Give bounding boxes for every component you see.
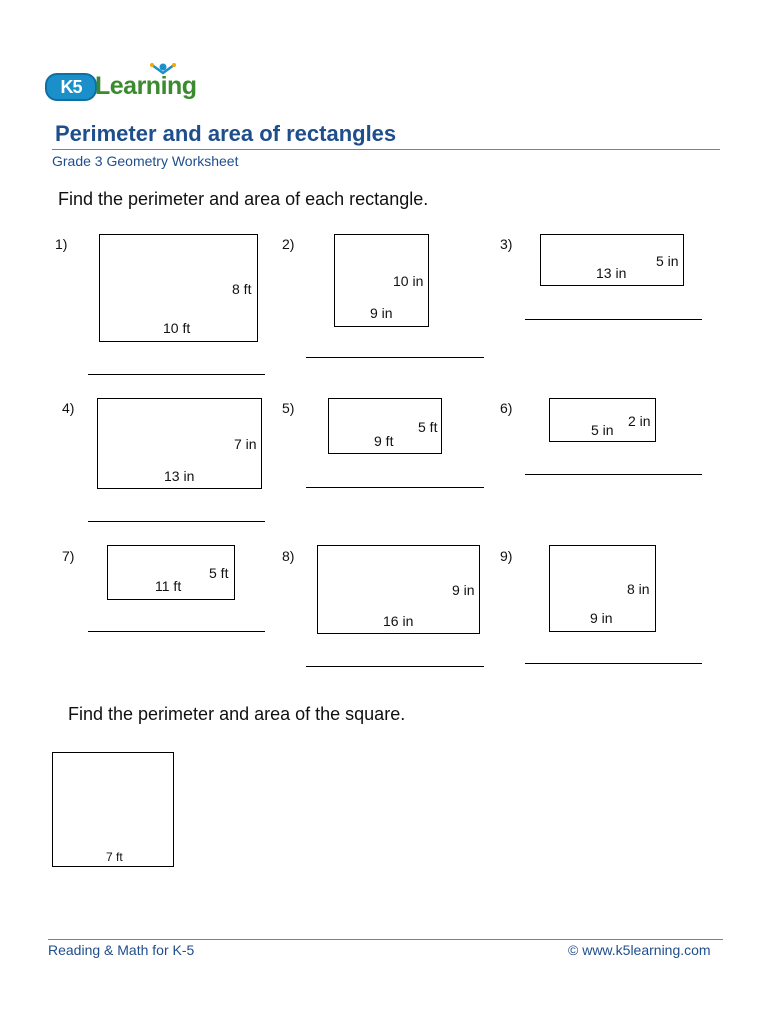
height-label: 7 in [234,436,257,452]
answer-line [88,374,265,375]
height-label: 10 in [393,273,424,289]
problem-number: 5) [282,400,295,416]
width-label: 9 ft [374,433,394,449]
star-figure-icon [148,62,178,82]
height-label: 5 in [656,253,679,269]
answer-line [525,474,702,475]
width-label: 10 ft [163,320,191,336]
page-subtitle: Grade 3 Geometry Worksheet [52,153,239,169]
page-title: Perimeter and area of rectangles [55,121,397,146]
logo-wordmark: Learning [95,72,197,100]
answer-line [88,521,265,522]
k5-learning-logo [45,66,205,102]
height-label: 2 in [628,413,651,429]
problem-number: 2) [282,236,295,252]
problem-number: 1) [55,236,68,252]
answer-line [306,487,484,488]
width-label: 5 in [591,422,614,438]
title-divider [52,149,720,150]
footer-website-link[interactable]: © www.k5learning.com [568,942,711,958]
answer-line [306,666,484,667]
logo-badge: K5 [45,73,97,101]
height-label: 5 ft [418,419,438,435]
width-label: 13 in [596,265,627,281]
answer-line [88,631,265,632]
problem-number: 6) [500,400,513,416]
width-label: 9 in [370,305,393,321]
width-label: 11 ft [155,578,182,594]
answer-line [525,319,702,320]
problem-number: 7) [62,548,75,564]
section1-instruction: Find the perimeter and area of each rectangle. [58,189,429,209]
problem-number: 3) [500,236,513,252]
height-label: 9 in [452,582,475,598]
problem-number: 8) [282,548,295,564]
width-label: 9 in [590,610,613,626]
width-label: 13 in [164,468,195,484]
width-label: 16 in [383,613,414,629]
height-label: 5 ft [209,565,229,581]
problem-number: 9) [500,548,513,564]
footer-tagline: Reading & Math for K-5 [48,942,195,958]
problem-number: 4) [62,400,75,416]
height-label: 8 ft [232,281,252,297]
answer-line [525,663,702,664]
side-label: 7 ft [106,850,123,864]
answer-line [306,357,484,358]
height-label: 8 in [627,581,650,597]
section2-instruction: Find the perimeter and area of the square. [68,704,406,724]
footer-divider [48,939,723,940]
